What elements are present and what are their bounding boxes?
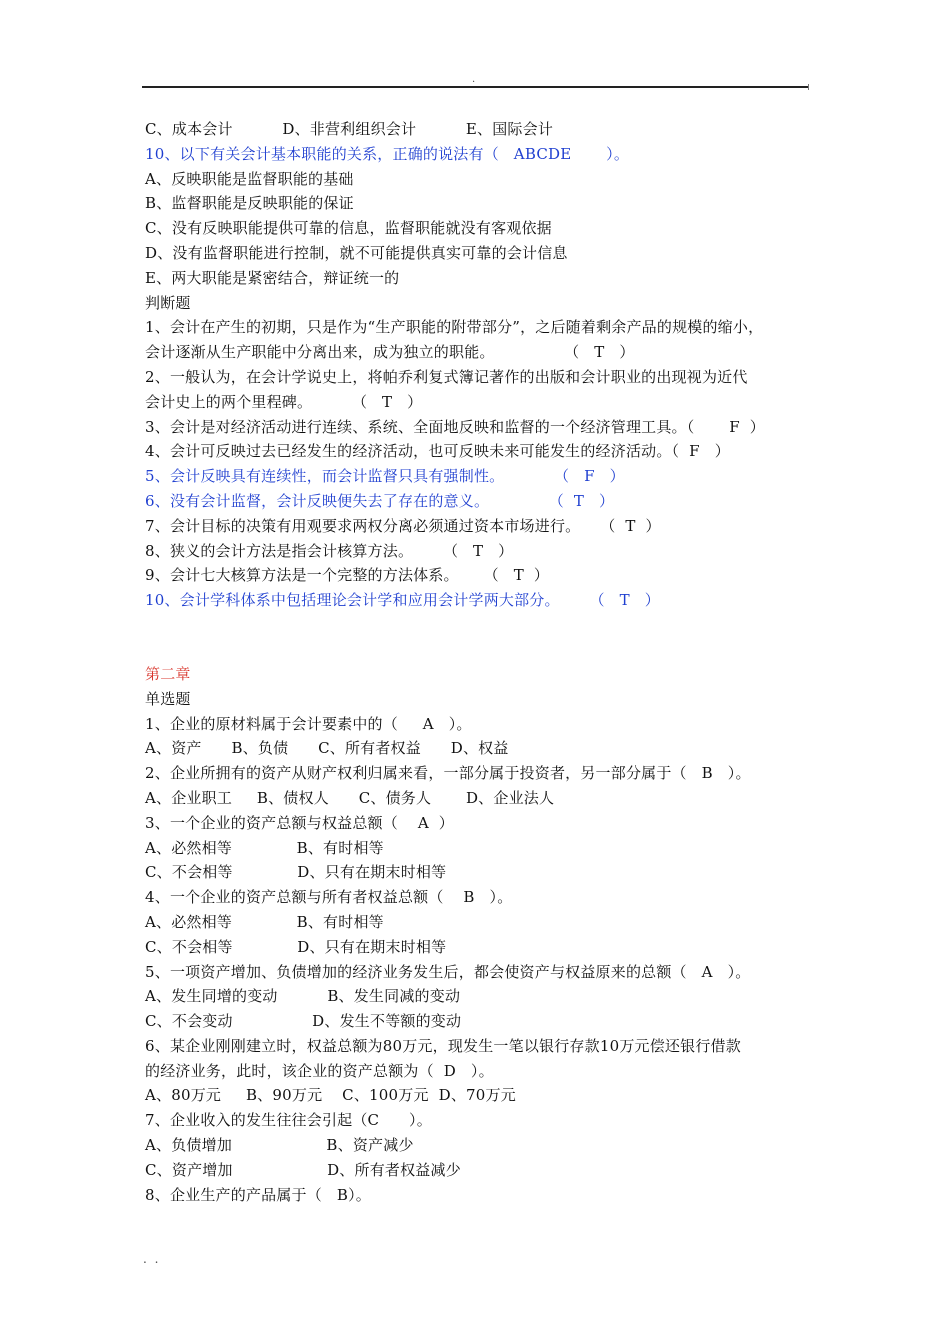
section-chapter-two-questions: [145, 662, 811, 1208]
header-dot: .: [472, 74, 476, 85]
text-line: C、不会相等 D、只有在期末时相等: [145, 863, 447, 882]
text-line: 9、会计七大核算方法是一个完整的方法体系。 （ T ）: [145, 566, 550, 585]
text-line: 的经济业务，此时，该企业的资产总额为（ D ）。: [145, 1061, 494, 1080]
text-line: C、资产增加 D、所有者权益减少: [145, 1160, 461, 1179]
text-line: 10、以下有关会计基本职能的关系，正确的说法有（ ABCDE ）。: [145, 144, 630, 163]
text-line: C、不会变动 D、发生不等额的变动: [145, 1012, 462, 1031]
text-line: 1、企业的原材料属于会计要素中的（ A ）。: [145, 714, 472, 733]
text-line: 4、一个企业的资产总额与所有者权益总额（ B ）。: [145, 888, 513, 907]
section-gap: [145, 613, 811, 662]
text-line: 5、一项资产增加、负债增加的经济业务发生后，都会使资产与权益原来的总额（ A ）。: [145, 962, 751, 981]
header-rule: [142, 86, 808, 88]
text-line: 2、一般认为，在会计学说史上，将帕乔利复式簿记著作的出版和会计职业的出现视为近代: [145, 367, 748, 386]
text-line: 7、企业收入的发生往往会引起（C ）。: [145, 1111, 432, 1130]
document-body: [145, 117, 811, 1207]
text-line: A、反映职能是监督职能的基础: [145, 169, 354, 188]
text-line: 10、会计学科体系中包括理论会计学和应用会计学两大部分。 （ T ）: [145, 591, 660, 610]
text-line: A、必然相等 B、有时相等: [145, 912, 384, 931]
text-line: 7、会计目标的决策有用观要求两权分离必须通过资本市场进行。 （ T ）: [145, 516, 661, 535]
text-line: 5、会计反映具有连续性，而会计监督只具有强制性。 （ F ）: [145, 467, 625, 486]
text-line: D、没有监督职能进行控制，就不可能提供真实可靠的会计信息: [145, 243, 568, 262]
text-line: C、没有反映职能提供可靠的信息，监督职能就没有客观依据: [145, 219, 552, 238]
text-line: 判断题: [145, 293, 191, 312]
text-line: 6、没有会计监督，会计反映便失去了存在的意义。 （ T ）: [145, 491, 615, 510]
text-line: A、必然相等 B、有时相等: [145, 838, 384, 857]
text-line: 3、一个企业的资产总额与权益总额（ A ）: [145, 813, 454, 832]
text-line: E、两大职能是紧密结合，辩证统一的: [145, 268, 400, 287]
text-line: 6、某企业刚刚建立时，权益总额为80万元，现发生一笔以银行存款10万元偿还银行借款: [145, 1036, 741, 1055]
footer-dots: . .: [143, 1252, 161, 1266]
section-chapter-one-questions: [145, 117, 811, 613]
text-line: 单选题: [145, 689, 191, 708]
text-line: 2、企业所拥有的资产从财产权利归属来看，一部分属于投资者，另一部分属于（ B ）。: [145, 764, 751, 783]
text-line: A、负债增加 B、资产减少: [145, 1136, 414, 1155]
text-line: A、80万元 B、90万元 C、100万元 D、70万元: [145, 1086, 516, 1105]
text-line: 4、会计可反映过去已经发生的经济活动，也可反映未来可能发生的经济活动。（ F ）: [145, 442, 730, 461]
header-tick: [808, 84, 809, 90]
text-line: 3、会计是对经济活动进行连续、系统、全面地反映和监督的一个经济管理工具。（ F ）: [145, 417, 765, 436]
text-line: A、发生同增的变动 B、发生同减的变动: [145, 987, 461, 1006]
text-line: C、成本会计 D、非营利组织会计 E、国际会计: [145, 120, 554, 138]
text-line: B、监督职能是反映职能的保证: [145, 194, 354, 213]
text-line: 1、会计在产生的初期，只是作为“生产职能的附带部分”，之后随着剩余产品的规模的缩小，: [145, 318, 764, 337]
text-line: 第二章: [145, 664, 191, 683]
text-line: 会计逐渐从生产职能中分离出来，成为独立的职能。 （ T ）: [145, 343, 635, 362]
text-line: 8、狭义的会计方法是指会计核算方法。 （ T ）: [145, 541, 514, 560]
text-line: 会计史上的两个里程碑。 （ T ）: [145, 392, 423, 411]
text-line: 8、企业生产的产品属于（ B）。: [145, 1185, 371, 1204]
text-line: C、不会相等 D、只有在期末时相等: [145, 937, 447, 956]
text-line: A、资产 B、负债 C、所有者权益 D、权益: [145, 739, 509, 758]
text-line: A、企业职工 B、债权人 C、债务人 D、企业法人: [145, 788, 555, 807]
